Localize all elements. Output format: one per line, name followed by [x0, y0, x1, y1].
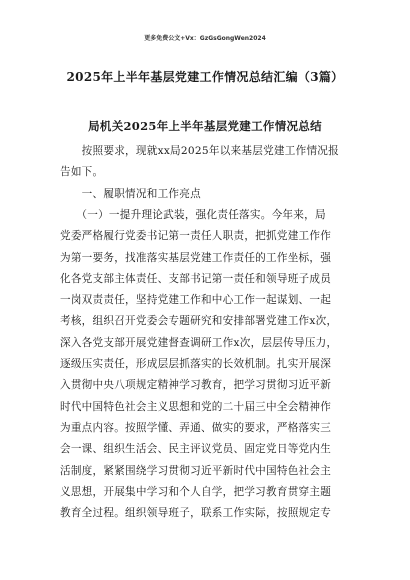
- text-line: 会一课、组织生活会、民主评议党员、固定党日等党内生: [60, 443, 332, 456]
- text-line: 活制度，紧紧围绕学习贯彻习近平新时代中国特色社会主: [60, 464, 332, 477]
- text-line: （一）一提升理论武装，强化责任落实。今年来，局: [60, 209, 326, 221]
- text-line: 入贯彻中央八项规定精神学习教育，把学习贯彻习近平新: [60, 379, 332, 392]
- text-line: 一岗双责责任，坚持党建工作和中心工作一起谋划、一起: [60, 294, 332, 307]
- text-line: 化各党支部主体责任、支部书记第一责任和领导班子成员: [60, 272, 332, 285]
- text-line: 为重点内容。按照学懂、弄通、做实的要求，严格落实三: [60, 421, 332, 434]
- text-line: 逐级压实责任，形成层层抓落实的长效机制。扎实开展深: [60, 358, 332, 371]
- text-line: 为第一要务，找准落实基层党建工作责任的工作坐标，强: [60, 251, 332, 264]
- intro-paragraph: [60, 141, 358, 184]
- text-line: 教育全过程。组织领导班子，联系工作实际，按照规定专: [60, 507, 332, 520]
- body-paragraph: [60, 205, 358, 524]
- watermark-text: 更多免费公文+Vx：GzGsGongWen2024: [144, 35, 266, 42]
- heading-text: 一、履职情况和工作亮点: [60, 188, 201, 200]
- text-line: 告如下。: [60, 166, 104, 179]
- text-line: 深入各党支部开展党建督查调研工作x次，层层传导压力，: [60, 336, 338, 349]
- text-line: 按照要求，现就xx局2025年以来基层党建工作情况报: [60, 145, 339, 157]
- section-title: 局机关2025年上半年基层党建工作情况总结: [88, 119, 322, 133]
- text-line: 党委严格履行党委书记第一责任人职责，把抓党建工作作: [60, 230, 332, 243]
- document-title: 2025年上半年基层党建工作情况总结汇编（3篇）: [66, 70, 344, 84]
- heading-1: [60, 184, 358, 205]
- text-line: 义思想，开展集中学习和个人自学，把学习教育贯穿主题: [60, 485, 332, 498]
- text-line: 时代中国特色社会主义思想和党的二十届三中全会精神作: [60, 400, 332, 413]
- text-line: 考核，组织召开党委会专题研究和安排部署党建工作x次，: [60, 315, 338, 328]
